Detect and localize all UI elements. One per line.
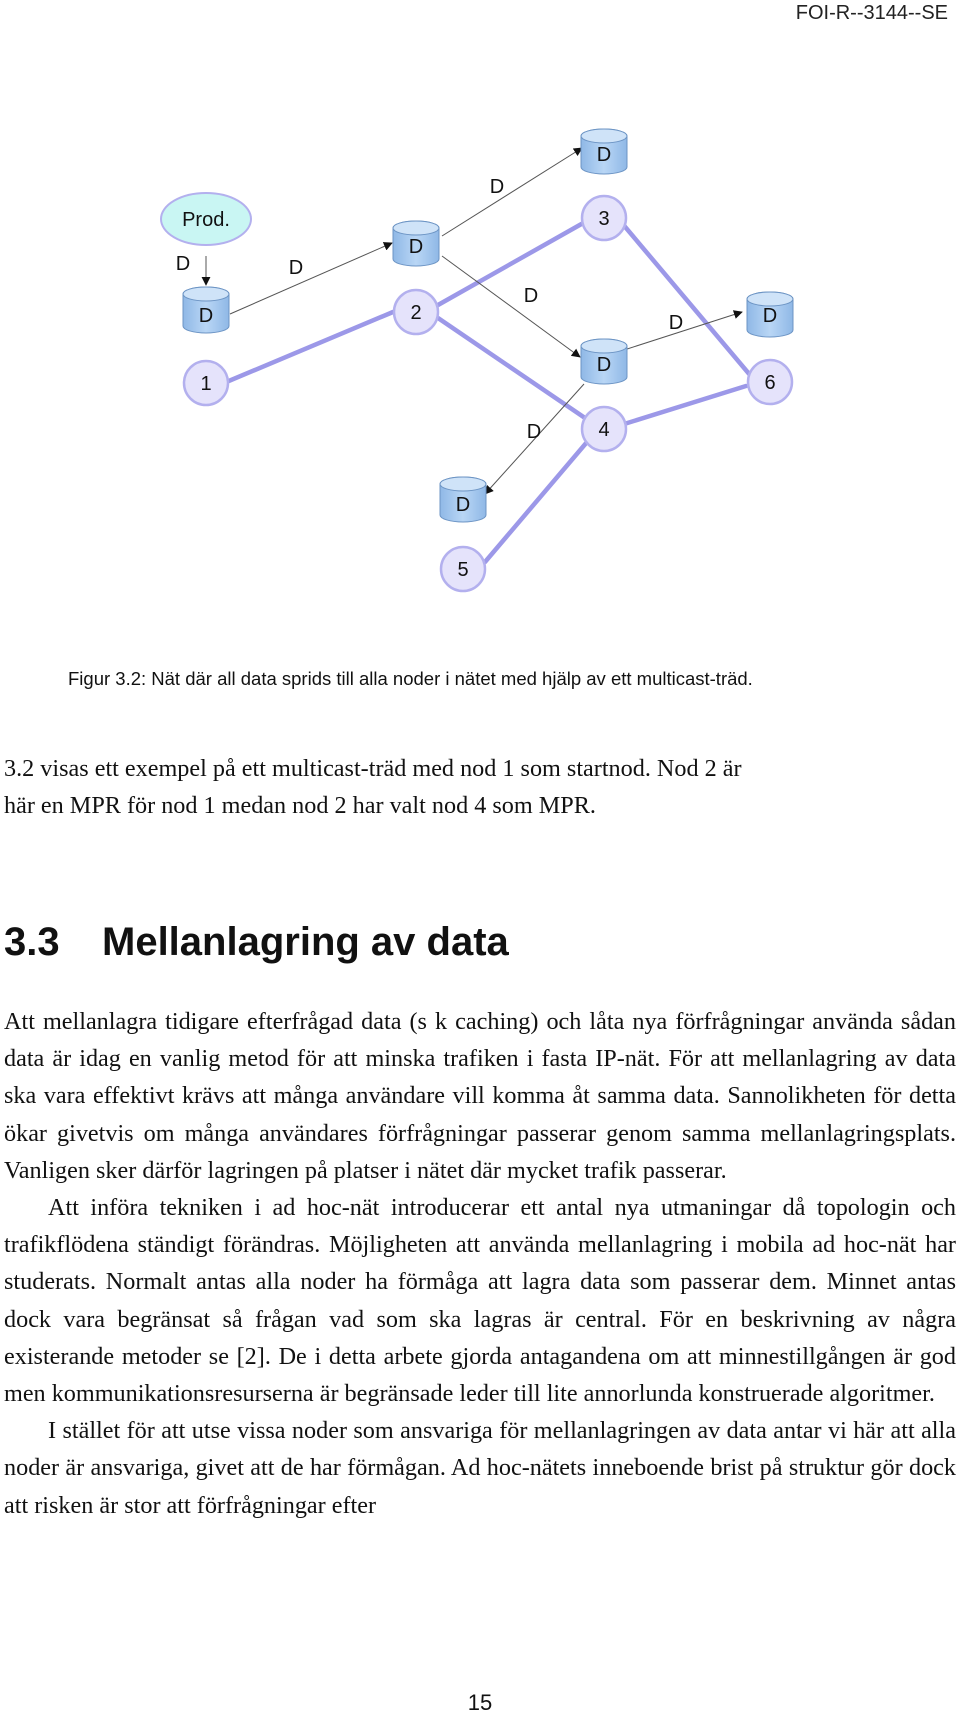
node-1 <box>184 361 228 405</box>
node-label: 1 <box>200 373 212 395</box>
section-number: 3.3 <box>4 920 60 964</box>
data-arrow-2-4 <box>442 256 580 357</box>
db-node-2 <box>393 221 439 266</box>
node-6 <box>748 360 792 404</box>
node-label: 2 <box>410 302 422 324</box>
db-label: D <box>198 305 214 327</box>
node-2 <box>394 290 438 334</box>
intro-line: här en MPR för nod 1 medan nod 2 har valt nod 4 som MPR. <box>4 792 596 820</box>
figure-caption: Figur 3.2: Nät där all data sprids till alla noder i nätet med hjälp av ett multicast-träd. <box>68 668 753 689</box>
page-number: 15 <box>467 1690 493 1715</box>
node-5 <box>441 547 485 591</box>
data-arrow-label: D <box>523 285 539 307</box>
tree-edge-1-2 <box>224 312 393 383</box>
section-body <box>4 1003 956 1524</box>
db-label: D <box>596 144 612 166</box>
tree-edge-2-4 <box>438 318 585 418</box>
node-3 <box>582 196 626 240</box>
db-label: D <box>455 494 471 516</box>
data-arrow-1-2 <box>230 243 392 314</box>
data-arrow-label: D <box>668 312 684 334</box>
tree-edge-4-6 <box>621 386 746 425</box>
section-heading <box>4 920 509 965</box>
db-label: D <box>762 305 778 327</box>
multicast-tree-figure <box>0 0 960 620</box>
node-4 <box>582 407 626 451</box>
paragraph: I stället för att utse vissa noder som ansvariga för mellanlagringen av data antar vi här att alla noder är ansvariga, givet att de har förmågan. Ad hoc-nätets inneboende brist på struktur gör dock att risken är stor att förfrågningar efter <box>4 1417 956 1519</box>
db-node-3 <box>581 129 627 174</box>
db-node-4 <box>581 339 627 384</box>
intro-text <box>4 750 956 824</box>
producer-label: Prod. <box>182 209 230 231</box>
db-label: D <box>408 236 424 258</box>
db-node-6 <box>747 292 793 337</box>
intro-line: 3.2 visas ett exempel på ett multicast-träd med nod 1 som startnod. Nod 2 är <box>4 755 742 782</box>
data-arrow-label: D <box>175 253 191 275</box>
data-arrow-label: D <box>526 421 542 443</box>
node-label: 5 <box>457 559 469 581</box>
db-label: D <box>596 354 612 376</box>
data-arrow-label: D <box>288 257 304 279</box>
paragraph: Att mellanlagra tidigare efterfrågad data (s k caching) och låta nya förfrågningar använda sådan data är idag en vanlig metod för att minska trafiken i fasta IP-nät. För att mellanlagring av data ska vara effektivt krävs att många användare vill komma åt samma data. Sannolikheten för detta ökar givetvis om många användares förfrågningar passerar genom samma mellanlagringsplats. Vanligen sker därför lagringen på platser i nätet där mycket trafik passerar. <box>4 1008 956 1184</box>
node-label: 6 <box>764 372 776 394</box>
data-arrow-label: D <box>489 176 505 198</box>
data-arrows <box>206 148 742 494</box>
db-node-5 <box>440 477 486 522</box>
node-label: 4 <box>598 419 610 441</box>
section-title: Mellanlagring av data <box>102 920 509 964</box>
db-node-1 <box>183 287 229 333</box>
data-arrow-2-3 <box>442 148 582 236</box>
node-label: 3 <box>598 208 610 230</box>
producer-node <box>161 193 251 245</box>
report-id: FOI-R--3144--SE <box>795 2 948 24</box>
tree-edge-3-6 <box>621 222 750 375</box>
paragraph: Att införa tekniken i ad hoc-nät introducerar ett antal nya utmaningar då topologin och trafikflödena ständigt förändras. Möjligheten att använda mellanlagring i mobila ad hoc-nät har studerats. Normalt antas alla noder ha förmåga att lagra data som passerar dem. Minnet antas dock vara begränsat så frågan vad som ska lagras är central. För en beskrivning av några existerande metoder se [2]. De i detta arbete gjorda antagandena om att minnestillgången är god men kommunikationsresurserna är begränsade leder till lite annorlunda konstruerade algoritmer. <box>4 1194 956 1408</box>
tree-edge-2-3 <box>438 222 585 305</box>
tree-edge-4-5 <box>485 442 587 562</box>
